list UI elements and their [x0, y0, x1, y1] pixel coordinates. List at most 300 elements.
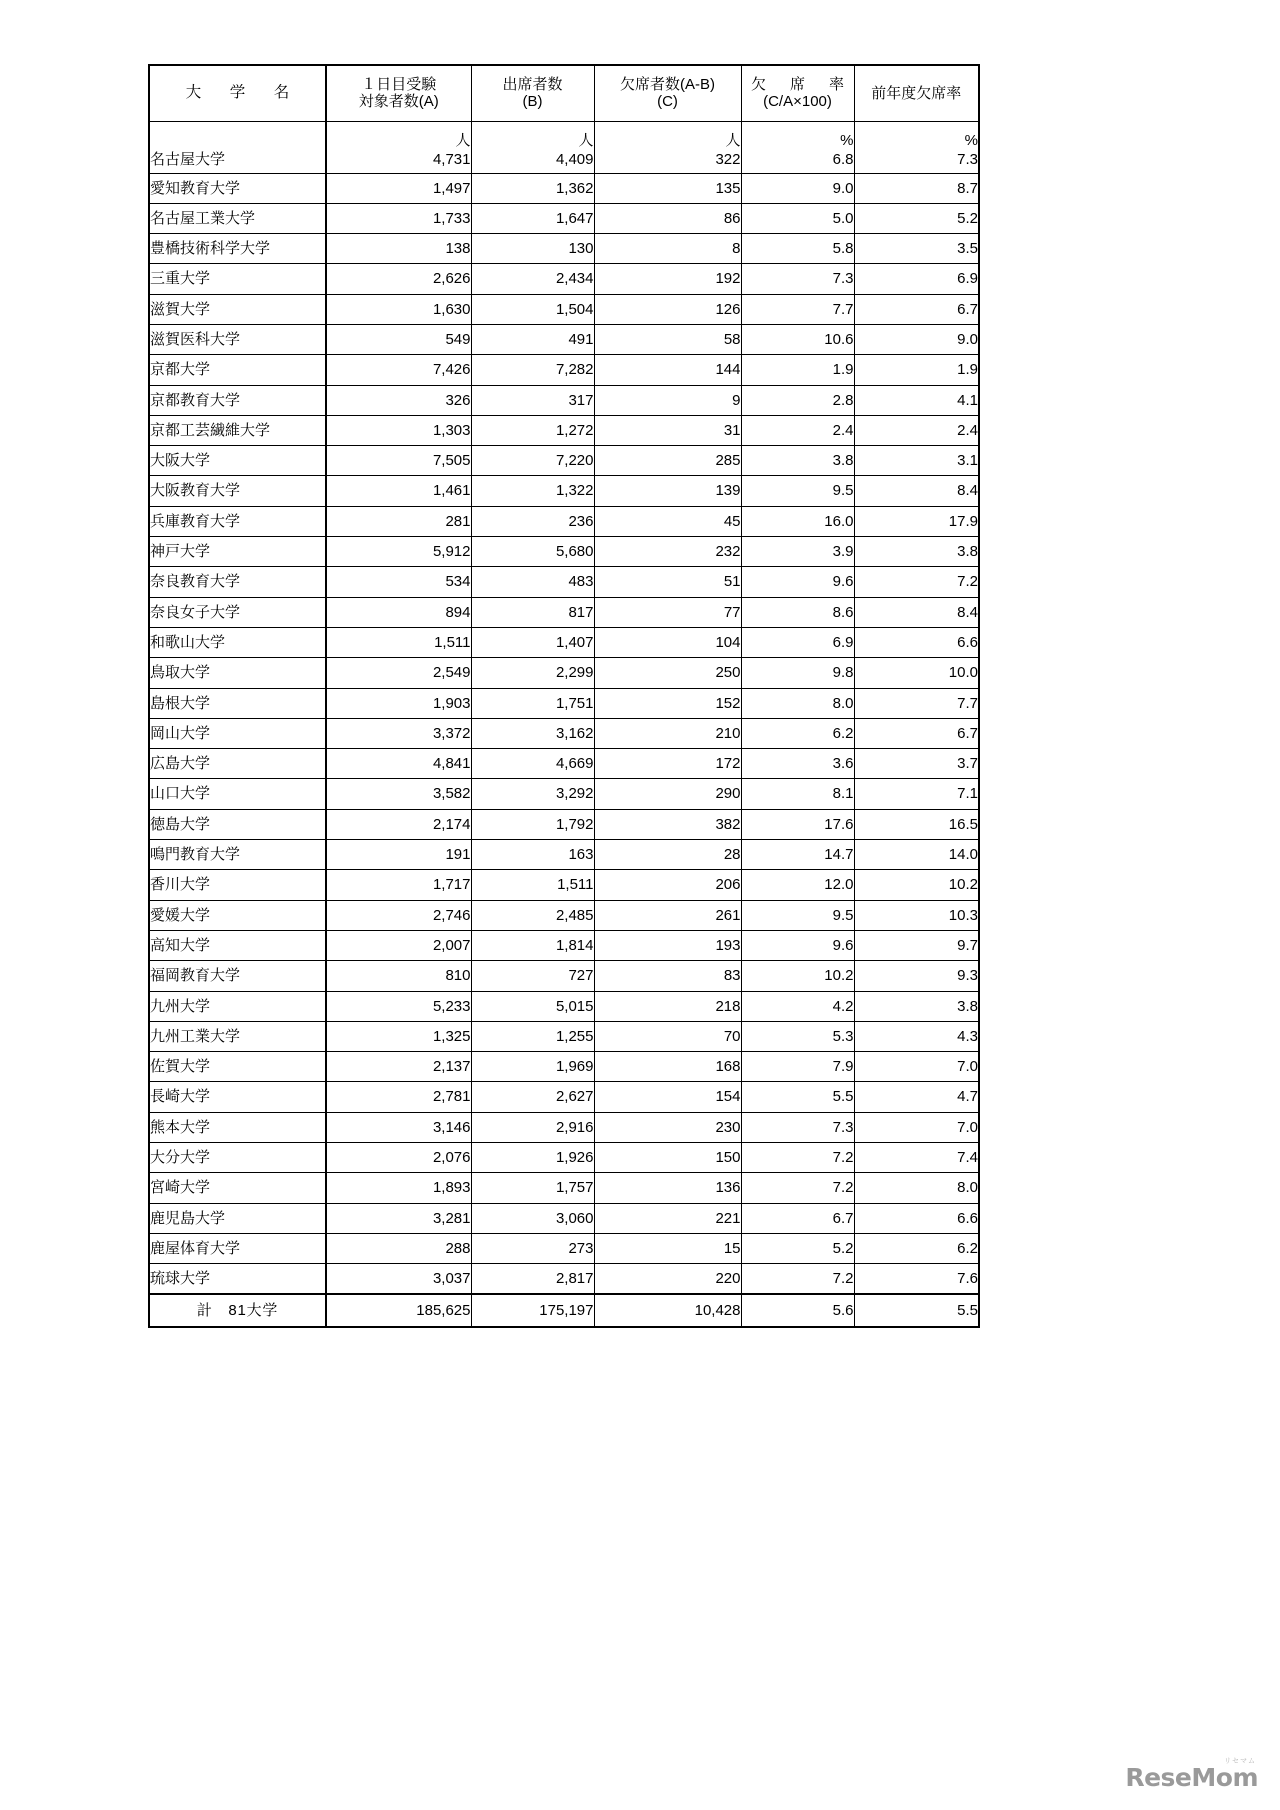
cell-c: 154: [594, 1082, 741, 1112]
cell-university-name: 奈良女子大学: [149, 597, 326, 627]
cell-rate: 10.6: [741, 324, 854, 354]
unit-label-c: 人: [725, 132, 741, 149]
cell-b: 3,292: [471, 779, 594, 809]
cell-university-name: 佐賀大学: [149, 1052, 326, 1082]
cell-university-name: 鹿屋体育大学: [149, 1233, 326, 1263]
table-row: [149, 446, 979, 476]
cell-b: 1,362: [471, 173, 594, 203]
cell-university-name: 鳴門教育大学: [149, 840, 326, 870]
cell-university-name: 高知大学: [149, 930, 326, 960]
table-row: [149, 658, 979, 688]
cell-c: 230: [594, 1112, 741, 1142]
cell-university-name: 宮崎大学: [149, 1173, 326, 1203]
header-line-1: １日目受験: [361, 76, 437, 93]
cell-c: 206: [594, 870, 741, 900]
cell-prev: 7.2: [854, 567, 979, 597]
cell-c: 144: [594, 355, 741, 385]
header-line-1: 欠 席 率: [750, 76, 849, 93]
cell-prev: 9.3: [854, 961, 979, 991]
cell-a: 1,630: [326, 294, 471, 324]
cell-rate: 7.2: [741, 1143, 854, 1173]
cell-rate: 5.5: [741, 1082, 854, 1112]
cell-rate: 7.3: [741, 1112, 854, 1142]
cell-rate: 8.1: [741, 779, 854, 809]
cell-prev: 10.3: [854, 900, 979, 930]
cell-a: 138: [326, 234, 471, 264]
cell-prev: 6.9: [854, 264, 979, 294]
cell-university-name: 京都大学: [149, 355, 326, 385]
cell-rate: 9.5: [741, 900, 854, 930]
table-row: [149, 234, 979, 264]
cell-a: 4,841: [326, 749, 471, 779]
cell-university-name: 三重大学: [149, 264, 326, 294]
cell-rate: 8.6: [741, 597, 854, 627]
cell-rate: 7.2: [741, 1173, 854, 1203]
cell-prev: 3.7: [854, 749, 979, 779]
cell-c: 221: [594, 1203, 741, 1233]
table-total-row: [149, 1294, 979, 1327]
cell-university-name: 愛媛大学: [149, 900, 326, 930]
cell-b: 236: [471, 506, 594, 536]
cell-a: 3,146: [326, 1112, 471, 1142]
cell-prev: 6.6: [854, 627, 979, 657]
cell-a: 2,626: [326, 264, 471, 294]
cell-a: 1,893: [326, 1173, 471, 1203]
table-row: [149, 1264, 979, 1294]
cell-university-name: 大阪大学: [149, 446, 326, 476]
column-header-previous-year-absence-rate: [854, 65, 979, 121]
table-row: [149, 1052, 979, 1082]
cell-b: 1,757: [471, 1173, 594, 1203]
cell-b: 5,015: [471, 991, 594, 1021]
cell-prev: 6.7: [854, 718, 979, 748]
cell-value: 4,409: [555, 151, 594, 169]
cell-rate: 5.3: [741, 1021, 854, 1051]
cell-rate: 8.0: [741, 688, 854, 718]
header-line-2: (B): [522, 93, 543, 111]
cell-university-name: 鳥取大学: [149, 658, 326, 688]
cell-prev: 3.8: [854, 991, 979, 1021]
cell-university-name: 兵庫教育大学: [149, 506, 326, 536]
cell-a: 326: [326, 385, 471, 415]
cell-b: 727: [471, 961, 594, 991]
cell-a: 2,746: [326, 900, 471, 930]
cell-prev: 3.1: [854, 446, 979, 476]
table-row: [149, 809, 979, 839]
cell-b: 4,669: [471, 749, 594, 779]
table-row: [149, 779, 979, 809]
cell-c: 210: [594, 718, 741, 748]
cell-c: 232: [594, 537, 741, 567]
cell-a: 7,426: [326, 355, 471, 385]
cell-c: 220: [594, 1264, 741, 1294]
cell-b: 1,969: [471, 1052, 594, 1082]
cell-university-name: 京都工芸繊維大学: [149, 415, 326, 445]
column-header-attendees: [471, 65, 594, 121]
header-line-2: (C): [657, 93, 678, 111]
cell-c: 77: [594, 597, 741, 627]
cell-a: 1,903: [326, 688, 471, 718]
cell-c: 218: [594, 991, 741, 1021]
cell-total-label: 計 81大学: [149, 1294, 326, 1327]
cell-rate: 1.9: [741, 355, 854, 385]
cell-a: 2,781: [326, 1082, 471, 1112]
cell-prev: 1.9: [854, 355, 979, 385]
cell-value: 322: [715, 151, 741, 169]
cell-rate: 2.8: [741, 385, 854, 415]
cell-university-name: 広島大学: [149, 749, 326, 779]
cell-rate: 10.2: [741, 961, 854, 991]
cell-a: 1,733: [326, 203, 471, 233]
cell-c: 193: [594, 930, 741, 960]
cell-rate: 3.9: [741, 537, 854, 567]
cell-b: 1,814: [471, 930, 594, 960]
cell-university-name: 滋賀大学: [149, 294, 326, 324]
table-row: [149, 121, 979, 173]
cell-prev: 4.3: [854, 1021, 979, 1051]
cell-b: 273: [471, 1233, 594, 1263]
cell-rate: 6.9: [741, 627, 854, 657]
cell-rate: 7.9: [741, 1052, 854, 1082]
cell-prev: 7.0: [854, 1052, 979, 1082]
cell-b: 2,299: [471, 658, 594, 688]
cell-b: 1,647: [471, 203, 594, 233]
cell-c: 139: [594, 476, 741, 506]
cell-rate: 9.5: [741, 476, 854, 506]
cell-c: 31: [594, 415, 741, 445]
cell-b: 1,792: [471, 809, 594, 839]
header-line-2: (C/A×100): [763, 93, 832, 111]
cell-prev: 6.7: [854, 294, 979, 324]
cell-b: 7,220: [471, 446, 594, 476]
table-body: [149, 121, 979, 1327]
cell-prev: 9.7: [854, 930, 979, 960]
cell-b: 3,162: [471, 718, 594, 748]
cell-prev: 6.6: [854, 1203, 979, 1233]
table-row: [149, 294, 979, 324]
cell-a: 549: [326, 324, 471, 354]
cell-c: 51: [594, 567, 741, 597]
cell-a: 288: [326, 1233, 471, 1263]
cell-university-name: 神戸大学: [149, 537, 326, 567]
cell-c: 70: [594, 1021, 741, 1051]
resemom-watermark: [1125, 1756, 1258, 1792]
cell-c: 150: [594, 1143, 741, 1173]
cell-a: 3,281: [326, 1203, 471, 1233]
cell-prev: 4.1: [854, 385, 979, 415]
cell-b: 2,485: [471, 900, 594, 930]
cell-prev: 14.0: [854, 840, 979, 870]
cell-c: 9: [594, 385, 741, 415]
unit-label-prev: %: [964, 132, 978, 149]
cell-university-name: 香川大学: [149, 870, 326, 900]
cell-a: 1,303: [326, 415, 471, 445]
cell-university-name: 奈良教育大学: [149, 567, 326, 597]
cell-c: 285: [594, 446, 741, 476]
table-row: [149, 718, 979, 748]
cell-c: 8: [594, 234, 741, 264]
cell-c: 382: [594, 809, 741, 839]
cell-a: 2,076: [326, 1143, 471, 1173]
table-row: [149, 1112, 979, 1142]
header-row: [149, 65, 979, 121]
cell-b: 2,434: [471, 264, 594, 294]
cell-prev: 3.8: [854, 537, 979, 567]
column-header-university-name: [149, 65, 326, 121]
cell-a: 1,717: [326, 870, 471, 900]
table-row: [149, 1143, 979, 1173]
table-row: [149, 900, 979, 930]
cell-university-name: 徳島大学: [149, 809, 326, 839]
cell-prev: [854, 121, 979, 173]
cell-c: 168: [594, 1052, 741, 1082]
cell-c: 86: [594, 203, 741, 233]
cell-rate: 7.2: [741, 1264, 854, 1294]
cell-a: 1,497: [326, 173, 471, 203]
table-row: [149, 749, 979, 779]
cell-a: 3,037: [326, 1264, 471, 1294]
cell-rate: 7.7: [741, 294, 854, 324]
cell-rate: 16.0: [741, 506, 854, 536]
header-line-1: 前年度欠席率: [871, 84, 962, 102]
cell-university-name: 島根大学: [149, 688, 326, 718]
cell-rate: 5.2: [741, 1233, 854, 1263]
cell-rate: 6.2: [741, 718, 854, 748]
cell-value: 4,731: [432, 151, 471, 169]
cell-rate: 9.8: [741, 658, 854, 688]
table-row: [149, 627, 979, 657]
cell-university-name: 福岡教育大学: [149, 961, 326, 991]
cell-a: 810: [326, 961, 471, 991]
cell-prev: 2.4: [854, 415, 979, 445]
table-row: [149, 1021, 979, 1051]
cell-c: 172: [594, 749, 741, 779]
table-row: [149, 385, 979, 415]
cell-b: 817: [471, 597, 594, 627]
cell-b: [471, 121, 594, 173]
cell-prev: 7.0: [854, 1112, 979, 1142]
cell-rate: 9.6: [741, 567, 854, 597]
cell-c: 126: [594, 294, 741, 324]
cell-total-b: 175,197: [471, 1294, 594, 1327]
cell-a: 3,582: [326, 779, 471, 809]
cell-university-name: 鹿児島大学: [149, 1203, 326, 1233]
cell-prev: 16.5: [854, 809, 979, 839]
cell-b: 1,255: [471, 1021, 594, 1051]
cell-prev: 7.1: [854, 779, 979, 809]
cell-prev: 8.0: [854, 1173, 979, 1203]
table-row: [149, 1082, 979, 1112]
attendance-statistics-table: [148, 64, 980, 1328]
cell-b: 1,511: [471, 870, 594, 900]
watermark-subtext: リセマム: [1224, 1758, 1256, 1765]
cell-university-name: 琉球大学: [149, 1264, 326, 1294]
cell-rate: 7.3: [741, 264, 854, 294]
cell-university-name: 名古屋工業大学: [149, 203, 326, 233]
cell-university-name: 滋賀医科大学: [149, 324, 326, 354]
cell-prev: 3.5: [854, 234, 979, 264]
unit-label-a: 人: [455, 132, 471, 149]
cell-rate: 17.6: [741, 809, 854, 839]
cell-university-name: 和歌山大学: [149, 627, 326, 657]
watermark-text: ReseMom: [1125, 1763, 1258, 1792]
cell-university-name: 豊橋技術科学大学: [149, 234, 326, 264]
cell-a: 534: [326, 567, 471, 597]
cell-university-name: 山口大学: [149, 779, 326, 809]
cell-rate: 3.8: [741, 446, 854, 476]
cell-university-name: 熊本大学: [149, 1112, 326, 1142]
table-row: [149, 961, 979, 991]
cell-a: 1,325: [326, 1021, 471, 1051]
cell-a: [326, 121, 471, 173]
header-line-1: 出席者数: [502, 76, 563, 93]
cell-prev: 8.4: [854, 597, 979, 627]
cell-prev: 6.2: [854, 1233, 979, 1263]
header-line-2: 対象者数(A): [358, 93, 439, 111]
cell-b: 1,322: [471, 476, 594, 506]
cell-b: 491: [471, 324, 594, 354]
cell-b: 1,751: [471, 688, 594, 718]
cell-university-name: 京都教育大学: [149, 385, 326, 415]
cell-c: 45: [594, 506, 741, 536]
cell-a: 281: [326, 506, 471, 536]
cell-prev: 5.2: [854, 203, 979, 233]
cell-total-a: 185,625: [326, 1294, 471, 1327]
cell-university-name: 愛知教育大学: [149, 173, 326, 203]
cell-prev: 7.7: [854, 688, 979, 718]
table-row: [149, 870, 979, 900]
cell-b: 2,817: [471, 1264, 594, 1294]
cell-c: 192: [594, 264, 741, 294]
cell-total-c: 10,428: [594, 1294, 741, 1327]
cell-c: [594, 121, 741, 173]
table-row: [149, 537, 979, 567]
table-header: [149, 65, 979, 121]
cell-university-name: 名古屋大学: [149, 121, 326, 173]
header-line-1: 大 学 名: [185, 84, 296, 102]
cell-c: 28: [594, 840, 741, 870]
table-row: [149, 567, 979, 597]
cell-a: 2,007: [326, 930, 471, 960]
column-header-absence-rate: [741, 65, 854, 121]
cell-b: 483: [471, 567, 594, 597]
cell-b: 2,627: [471, 1082, 594, 1112]
cell-b: 163: [471, 840, 594, 870]
unit-label-b: 人: [578, 132, 594, 149]
cell-prev: 9.0: [854, 324, 979, 354]
cell-a: 3,372: [326, 718, 471, 748]
cell-c: 104: [594, 627, 741, 657]
cell-a: 1,461: [326, 476, 471, 506]
cell-a: 5,912: [326, 537, 471, 567]
cell-c: 15: [594, 1233, 741, 1263]
cell-a: 1,511: [326, 627, 471, 657]
cell-value: 7.3: [957, 151, 978, 169]
cell-total-prev: 5.5: [854, 1294, 979, 1327]
cell-a: 894: [326, 597, 471, 627]
cell-rate: 5.0: [741, 203, 854, 233]
cell-b: 5,680: [471, 537, 594, 567]
cell-c: 261: [594, 900, 741, 930]
header-line-1: 欠席者数(A-B): [620, 76, 715, 93]
cell-b: 1,926: [471, 1143, 594, 1173]
cell-value: 6.8: [832, 151, 854, 169]
table-row: [149, 173, 979, 203]
cell-c: 152: [594, 688, 741, 718]
table-row: [149, 930, 979, 960]
column-header-absentees: [594, 65, 741, 121]
cell-c: 250: [594, 658, 741, 688]
cell-rate: 3.6: [741, 749, 854, 779]
cell-rate: 9.6: [741, 930, 854, 960]
table-row: [149, 597, 979, 627]
table-row: [149, 203, 979, 233]
unit-label-rate: %: [840, 132, 854, 149]
column-header-day1-target-count: [326, 65, 471, 121]
cell-b: 2,916: [471, 1112, 594, 1142]
table-row: [149, 688, 979, 718]
cell-b: 7,282: [471, 355, 594, 385]
cell-rate: 6.7: [741, 1203, 854, 1233]
table-row: [149, 324, 979, 354]
attendance-statistics-table-container: [148, 64, 978, 1328]
cell-total-rate: 5.6: [741, 1294, 854, 1327]
cell-university-name: 九州大学: [149, 991, 326, 1021]
cell-university-name: 岡山大学: [149, 718, 326, 748]
cell-c: 136: [594, 1173, 741, 1203]
cell-prev: 10.0: [854, 658, 979, 688]
cell-prev: 7.6: [854, 1264, 979, 1294]
table-row: [149, 1233, 979, 1263]
cell-university-name: 九州工業大学: [149, 1021, 326, 1051]
cell-prev: 10.2: [854, 870, 979, 900]
cell-a: 7,505: [326, 446, 471, 476]
cell-prev: 8.4: [854, 476, 979, 506]
cell-b: 130: [471, 234, 594, 264]
table-row: [149, 506, 979, 536]
cell-a: 2,549: [326, 658, 471, 688]
cell-university-name: 大分大学: [149, 1143, 326, 1173]
cell-university-name: 長崎大学: [149, 1082, 326, 1112]
cell-b: 1,272: [471, 415, 594, 445]
cell-b: 1,504: [471, 294, 594, 324]
cell-c: 83: [594, 961, 741, 991]
cell-rate: 14.7: [741, 840, 854, 870]
table-row: [149, 840, 979, 870]
cell-university-name: 大阪教育大学: [149, 476, 326, 506]
cell-a: 191: [326, 840, 471, 870]
cell-prev: 17.9: [854, 506, 979, 536]
table-row: [149, 415, 979, 445]
cell-c: 290: [594, 779, 741, 809]
table-row: [149, 264, 979, 294]
table-row: [149, 1173, 979, 1203]
table-row: [149, 476, 979, 506]
cell-prev: 7.4: [854, 1143, 979, 1173]
cell-a: 5,233: [326, 991, 471, 1021]
cell-prev: 8.7: [854, 173, 979, 203]
cell-rate: 5.8: [741, 234, 854, 264]
cell-c: 135: [594, 173, 741, 203]
cell-rate: 9.0: [741, 173, 854, 203]
table-row: [149, 355, 979, 385]
cell-prev: 4.7: [854, 1082, 979, 1112]
cell-rate: 12.0: [741, 870, 854, 900]
cell-b: 3,060: [471, 1203, 594, 1233]
cell-rate: 4.2: [741, 991, 854, 1021]
cell-rate: 2.4: [741, 415, 854, 445]
table-row: [149, 991, 979, 1021]
